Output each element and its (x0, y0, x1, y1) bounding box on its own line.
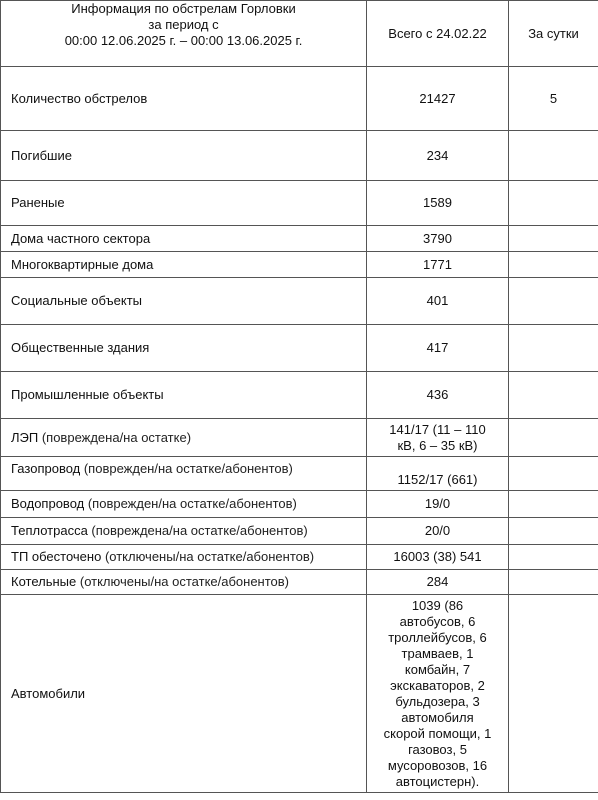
row-label-note: (отключены/на остатке/абонентов) (101, 549, 315, 564)
row-label-main: Водопровод (11, 496, 85, 511)
header-row (1, 1, 598, 67)
row-total-line: трамваев, 1 (401, 645, 474, 661)
title-line: за период с (148, 17, 219, 32)
table-row (1, 570, 598, 595)
row-day (509, 372, 598, 419)
row-day (509, 181, 598, 226)
row-total-line: бульдозера, 3 (395, 693, 480, 709)
row-label (1, 491, 367, 518)
table-row (1, 491, 598, 518)
table-row (1, 252, 598, 278)
row-label: Погибшие (1, 131, 367, 181)
row-label: Раненые (1, 181, 367, 226)
row-total: 284 (367, 570, 509, 595)
row-label-note: (повреждена/на остатке) (38, 429, 192, 445)
row-total: 16003 (38) 541 (367, 545, 509, 570)
row-day (509, 595, 598, 793)
row-day (509, 545, 598, 570)
table-row (1, 67, 598, 131)
row-total-line: экскаваторов, 2 (390, 677, 485, 693)
row-total-line: 1039 (86 (411, 597, 464, 613)
row-total: 1152/17 (661) (367, 457, 509, 491)
row-day (509, 457, 598, 491)
table-row (1, 181, 598, 226)
row-label: Многоквартирные дома (1, 252, 367, 278)
row-label-main: ТП обесточено (11, 549, 102, 564)
row-label: Количество обстрелов (1, 67, 367, 131)
table-row (1, 131, 598, 181)
row-total: 234 (367, 131, 509, 181)
row-label-main: ЛЭП (11, 429, 39, 445)
row-total-line: автоцистерн). (395, 773, 480, 789)
table-row (1, 545, 598, 570)
row-total: 1771 (367, 252, 509, 278)
row-total: 417 (367, 325, 509, 372)
row-label-main: Котельные (11, 574, 77, 589)
row-label (1, 518, 367, 545)
row-label-note: (повреждена/на остатке/абонентов) (87, 523, 308, 538)
row-label (1, 419, 367, 457)
row-total-line: автобусов, 6 (399, 613, 476, 629)
table-row (1, 595, 598, 793)
column-header-day: За сутки (509, 1, 598, 67)
row-total-line: мусоровозов, 16 (387, 757, 488, 773)
row-total: 21427 (367, 67, 509, 131)
row-day: 5 (509, 67, 598, 131)
table-row (1, 278, 598, 325)
row-total: 436 (367, 372, 509, 419)
row-label-main: Газопровод (11, 461, 81, 476)
row-label: Автомобили (1, 595, 367, 793)
row-total-line: автомобиля (401, 709, 474, 725)
row-day (509, 491, 598, 518)
row-total: 19/0 (367, 491, 509, 518)
row-label (1, 545, 367, 570)
table-row (1, 419, 598, 457)
row-day (509, 226, 598, 252)
row-label (1, 457, 367, 491)
row-day (509, 325, 598, 372)
row-total: 20/0 (367, 518, 509, 545)
table-row (1, 226, 598, 252)
row-total-line: скорой помощи, 1 (383, 725, 492, 741)
row-day (509, 518, 598, 545)
table-row (1, 372, 598, 419)
row-total: 3790 (367, 226, 509, 252)
row-label-note: (поврежден/на остатке/абонентов) (80, 461, 293, 476)
row-label (1, 570, 367, 595)
row-day (509, 252, 598, 278)
row-label-note: (отключены/на остатке/абонентов) (76, 574, 290, 589)
row-day (509, 278, 598, 325)
row-total-line: комбайн, 7 (404, 661, 471, 677)
row-label: Промышленные объекты (1, 372, 367, 419)
row-day (509, 131, 598, 181)
table-row (1, 325, 598, 372)
row-total-line: кВ, 6 – 35 кВ) (397, 437, 478, 453)
row-total: 1589 (367, 181, 509, 226)
row-total-line: газовоз, 5 (408, 741, 467, 757)
row-day (509, 570, 598, 595)
row-total: 401 (367, 278, 509, 325)
title-line: 00:00 12.06.2025 г. – 00:00 13.06.2025 г. (64, 33, 303, 48)
row-label-note: (поврежден/на остатке/абонентов) (84, 496, 297, 511)
row-total (367, 595, 509, 793)
row-label-main: Теплотрасса (11, 523, 88, 538)
table-row (1, 518, 598, 545)
table-row (1, 457, 598, 491)
row-total-line: троллейбусов, 6 (388, 629, 487, 645)
row-label: Общественные здания (1, 325, 367, 372)
row-day (509, 419, 598, 457)
row-total-line: 141/17 (11 – 110 (389, 421, 486, 437)
row-label: Социальные объекты (1, 278, 367, 325)
report-title (1, 1, 367, 67)
row-label: Дома частного сектора (1, 226, 367, 252)
title-line: Информация по обстрелам Горловки (71, 1, 296, 16)
row-total (367, 419, 509, 457)
column-header-total: Всего с 24.02.22 (367, 1, 509, 67)
